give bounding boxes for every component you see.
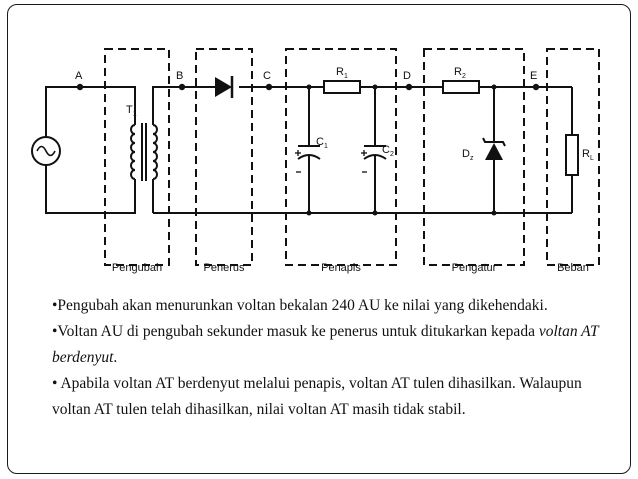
- label-c1: $C_1$: [316, 136, 328, 150]
- pengubah-box: [105, 49, 169, 265]
- label-c2: $C_2$: [382, 144, 394, 158]
- transformer-secondary-coil: [153, 125, 157, 179]
- node-d-dot: [406, 84, 412, 90]
- slide: [7, 4, 631, 474]
- node-label-d: D: [403, 70, 411, 82]
- section-label-pengatur: Pengatur: [451, 262, 497, 274]
- note-pengubah: •Pengubah akan menurunkan voltan bekalan 240 AU ke nilai yang dikehendaki.: [52, 297, 548, 314]
- wire-secondary-top: [153, 87, 215, 125]
- section-label-beban: Beban: [557, 262, 589, 274]
- note-penerus: •Voltan AU di pengubah sekunder masuk ke penerus untuk ditukarkan kepada voltan AT berdenyut.: [52, 323, 599, 366]
- label-r1: $R_1$: [336, 66, 348, 80]
- label-t1: $T_1$: [126, 104, 137, 118]
- label-r2: $R_2$: [454, 66, 466, 80]
- wire-primary-bottom: [46, 165, 135, 213]
- section-label-pengubah: Pengubah: [111, 262, 163, 274]
- ac-wave: [37, 147, 55, 156]
- node-e-dot: [533, 84, 539, 90]
- node-label-a: A: [75, 70, 83, 82]
- label-dz: $D_z$: [462, 148, 474, 162]
- resistor-r1: [324, 81, 360, 93]
- label-rl: $R_L$: [582, 148, 594, 162]
- section-label-penapis: Penapis: [321, 262, 361, 274]
- node-a-dot: [77, 84, 83, 90]
- power-supply-circuit-diagram: [8, 5, 630, 277]
- resistor-r2: [443, 81, 479, 93]
- node-b-dot: [179, 84, 185, 90]
- penerus-box: [196, 49, 252, 265]
- node-label-e: E: [530, 70, 538, 82]
- node-label-c: C: [263, 70, 271, 82]
- wire-primary-top: [46, 87, 135, 137]
- diode-icon: [215, 77, 232, 97]
- node-c-dot: [266, 84, 272, 90]
- notes: [52, 293, 612, 423]
- transformer-primary-coil: [131, 125, 135, 179]
- note-penapis: • Apabila voltan AT berdenyut melalui penapis, voltan AT tulen dihasilkan. Walaupun voltan AT tulen telah dihasilkan, nilai voltan AT masih tidak stabil.: [52, 375, 582, 418]
- zener-diode-icon: [485, 143, 503, 160]
- node-label-b: B: [176, 70, 184, 82]
- section-label-penerus: Penerus: [203, 262, 245, 274]
- resistor-rl: [566, 135, 578, 175]
